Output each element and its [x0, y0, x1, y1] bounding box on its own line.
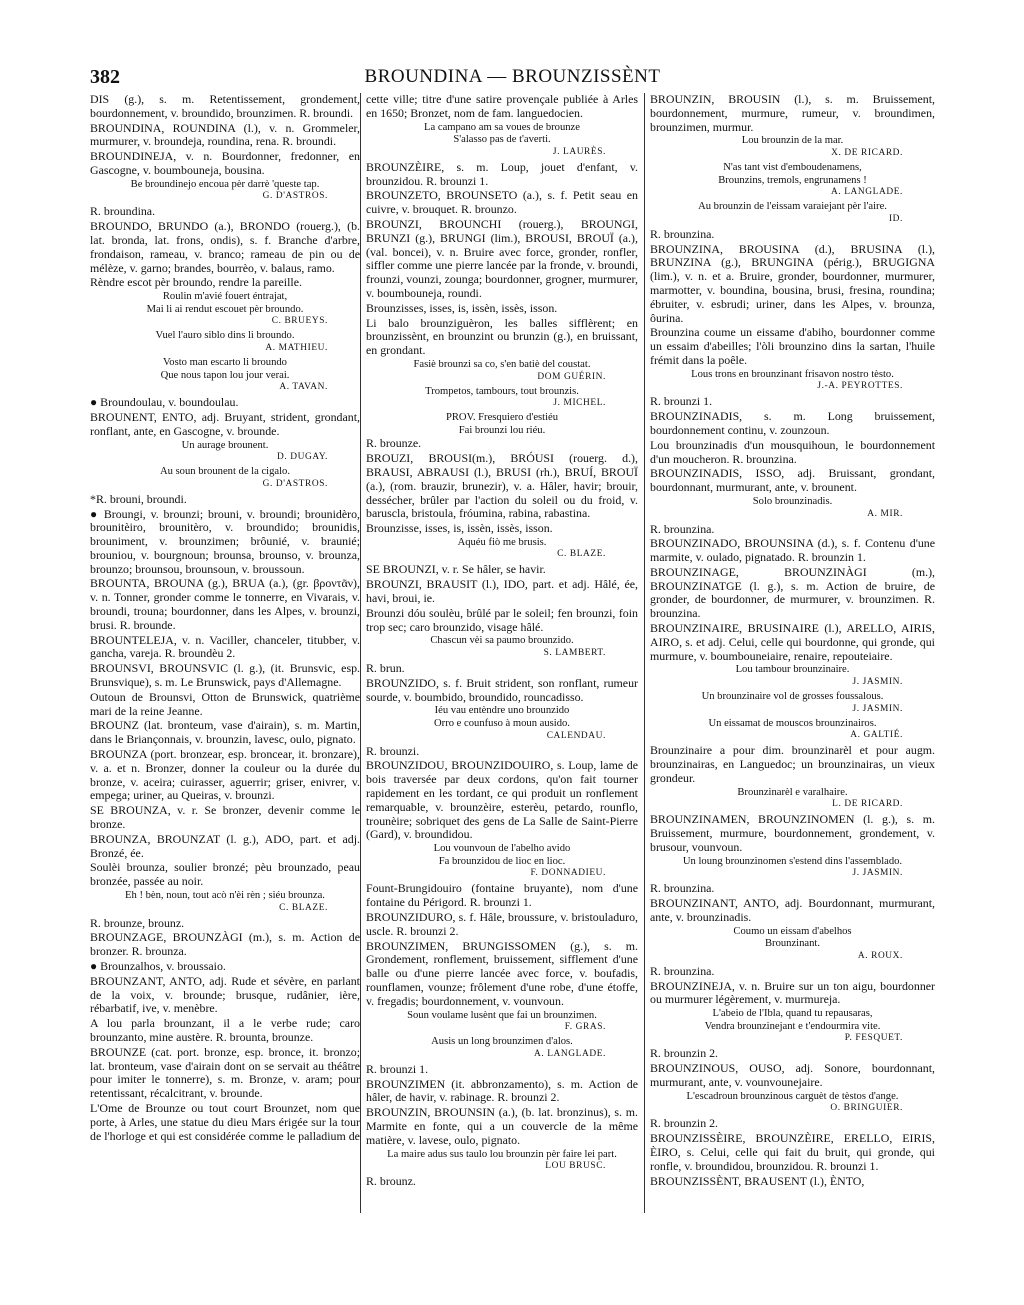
quote-attribution: G. D'ASTROS. [262, 478, 328, 489]
quote-attribution: C. BLAZE. [279, 902, 328, 913]
quote-attribution: P. FESQUET. [844, 1033, 903, 1044]
quotation-line: Fai brounzi lou riéu. [458, 424, 546, 436]
dictionary-entry: BROUNZINADIS, s. m. Long bruissement, bourdonnement continu, v. zounzoun. [650, 409, 935, 437]
dictionary-entry: BROUNZINAMEN, BROUNZINOMEN (l. g.), s. m. Bruissement, murmure, bourdonnement, grondement, v. brusour, vounvoun. [650, 812, 935, 854]
quote-attribution: C. BRUEYS. [271, 316, 328, 327]
quotation-line: Lou tambour brounzinaire. [735, 664, 850, 676]
quotation-line: Iéu vau entèndre uno brounzido [434, 705, 570, 717]
dictionary-entry: A lou parla brounzant, il a le verbe rude; caro brounzanto, mine austère. R. brounta, brounze. [90, 1016, 360, 1044]
dictionary-entry: BROUNZI, BROUNCHI (rouerg.), BROUNGI, BRUNZI (g.), BRUNGI (lim.), BROUSI, BROUÏ (a.), (val. boncei), v. n. Bruire avec force, gronder, ronfler, siffler comme une pierre lancée par la fronde, v. broundi, frounzi, vounzi, zounga; bourdonner, grogner, murmurer, v. boumbouneja, roundi. [366, 216, 638, 300]
dictionary-entry: Soulèi brounza, soulier bronzé; pèu brounzado, peau bronzée, passée au noir. [90, 860, 360, 889]
dictionary-entry: BROUNZIMEN (it. abbronzamento), s. m. Action de hâler, de havir, v. rabinage. R. brounzi 2. [366, 1076, 638, 1105]
quotation-line: Un aurage brounent. [181, 439, 269, 451]
column-divider [644, 93, 645, 1213]
quotation-line: Eh ! bèn, noun, tout acò n'èi rèn ; siéu brounza. [125, 890, 325, 902]
quotation-line: Brounzinant. [764, 938, 821, 950]
quotation-line: L'escadroun brounzinous carguèt de tèstos d'ange. [686, 1090, 899, 1102]
quotation-line: La maire adus sus taulo lou brounzin pèr faire lei part. [387, 1148, 617, 1160]
quotation-line: Chascun vèi sa paumo brounzido. [430, 635, 574, 647]
page-header [90, 66, 935, 96]
dictionary-entry: BROUNZINAGE, BROUNZINÀGI (m.), BROUNZINATGE (l. g.), s. m. Action de bruire, de gronder, de bourdonner, de murmurer, v. brounzimen. R. brounzina. [650, 564, 935, 621]
dictionary-entry: Brounzisses, isses, is, issèn, issès, isson. [366, 300, 558, 315]
quotation-line: Fasiè brounzi sa co, s'en batiè del coustat. [413, 358, 591, 370]
quotation-line: Vuel l'auro siblo dins li broundo. [155, 330, 295, 342]
quotation-line: Ausis un long brounzimen d'alos. [431, 1036, 573, 1048]
dictionary-entry: BROUNZ (lat. bronteum, vase d'airain), s. m. Martin, dans le Briançonnais, v. brounzin, lavesc, oulo, pignato. [90, 718, 360, 747]
dictionary-entry: Lou brounzinadis d'un mousquihoun, le bourdonnement d'un moucheron. R. brounzina. [650, 437, 935, 466]
dictionary-entry: BROUNZE (cat. port. bronze, esp. bronce, it. bronzo; lat. bronteum, vase d'airain dont on se servait au théâtre pour imiter le tonnerre), s. m. Bronze, v. aram; pour retentissant, récalcitrant, v. brounde. [90, 1044, 360, 1101]
dictionary-entry: BROUNZIDURO, s. f. Hâle, broussure, v. bristouladuro, uscle. R. brounzi 2. [366, 910, 638, 938]
quote-attribution: J. JASMIN. [852, 703, 903, 714]
dictionary-entry: R. brounze, brounz. [90, 915, 185, 930]
quote-attribution: L. DE RICARD. [832, 799, 903, 810]
running-title: BROUNDINA — BROUNZISSÈNT [364, 66, 661, 87]
dictionary-entry: BROUNZIN, BROUSIN (l.), s. m. Bruissement, bourdonnement, murmure, rumeur, v. broundimen, brounzimen, murmur. [650, 93, 935, 134]
quotation-line: Coumo un eissam d'abelhos [733, 925, 852, 937]
dictionary-entry: BROUNZÈIRE, s. m. Loup, jouet d'enfant, v. brounzidou. R. brounzi 1. [366, 159, 638, 188]
quotation-line: Vendra brounzinejant e t'endourmira vite. [704, 1020, 881, 1032]
dictionary-entry: BROUNZIDOU, BROUNZIDOUIRO, s. Loup, lame de bois traversée par deux cordons, qu'on fait tourner rapidement en les tordant, ce qui produit un ronflement remarquable, v. brounzèire, esterèu, petardo, rounflo, trounèire; sobriquet des gens de La Salle de Saint-Pierre (Gard), v. broundidou. [366, 758, 638, 842]
dictionary-entry: R. brounze. [366, 436, 422, 451]
dictionary-entry: ● Broundoulau, v. boundoulau. [90, 395, 239, 410]
quotation-line: Brounzinarèl e varalhaire. [737, 786, 848, 798]
quotation-line: Un brounzinaire vol de grosses foussalous. [701, 691, 884, 703]
quotation-line: Au brounzin de l'eissam varaiejant pèr l'aire. [698, 201, 887, 213]
dictionary-entry: BROUNENT, ENTO, adj. Bruyant, strident, grondant, ronflant, ante, en Gascogne, v. brounde. [90, 409, 360, 438]
dictionary-entry: R. brounzina. [650, 226, 715, 241]
page-number: 382 [90, 66, 120, 88]
dictionary-entry: SE BROUNZA, v. r. Se bronzer, devenir comme le bronze. [90, 803, 360, 832]
dictionary-entry: Li balo brounziguèron, les balles sifflèrent; en brounzissènt, en brounzint ou brunzin (g.), en bruissant, en grondant. [366, 315, 638, 358]
dictionary-entry: BROUNZISSÈIRE, BROUNZÈIRE, ERELLO, EIRIS, ÈIRO, s. Celui, celle qui fait du bruit, qui gronde, qui ronfle, v. broundidou, brounzidou. R. brounzi 1. [650, 1131, 935, 1173]
dictionary-entry: Brounzinaire a pour dim. brounzinarèl et pour augm. brounzinairas, en Languedoc; un brounzinairas, un vieux grondeur. [650, 743, 935, 785]
dictionary-entry: BROUNTA, BROUNA (g.), BRUA (a.), (gr. βροντᾶν), v. n. Tonner, gronder comme le tonnerre, en Vivarais, v. broundi, trouna; bourdonner, dans les Alpes, v. brounzi, brusi. R. brounde. [90, 576, 360, 632]
dictionary-entry: R. brounzi 1. [650, 394, 713, 409]
dictionary-entry: BROUNZAGE, BROUNZÀGI (m.), s. m. Action de bronzer. R. brounza. [90, 930, 360, 959]
quotation-line: Soun voulame lusènt que fai un brounzimen. [407, 1009, 597, 1021]
dictionary-entry: BROUNZINADO, BROUNSINA (d.), s. f. Contenu d'une marmite, v. oulado, pignatado. R. brounzin 1. [650, 536, 935, 565]
quotation-line: Lous trons en brounzinant frisavon nostro tèsto. [691, 368, 894, 380]
quotation-line: PROV. Fresquiero d'estiéu [445, 412, 559, 424]
quote-attribution: LOU BRUSC. [545, 1161, 606, 1172]
dictionary-entry: Brounzisse, isses, is, issèn, issès, isson. [366, 521, 553, 536]
quotation-line: Au soun brounent de la cigalo. [159, 466, 291, 478]
dictionary-entry: R. brounzi 1. [366, 1061, 429, 1076]
dictionary-entry: BROUNZINEJA, v. n. Bruire sur un ton aigu, bourdonner ou murmurer légèrement, v. murmureja. [650, 978, 935, 1007]
quotation-line: Un loung brounzinomen s'estend dins l'assemblado. [682, 855, 903, 867]
dictionary-entry: BROUNZIMEN, BRUNGISSOMEN (g.), s. m. Grondement, ronflement, bruissement, sifflement d'une balle ou d'une pierre lancée avec force, v. boufadis, rounflamen, vounze; frôlement d'une robe, d'une étoffe, v. fregadis; bourdonnement, v. vounvoun. [366, 938, 638, 1008]
dictionary-entry: BROUNZINOUS, OUSO, adj. Sonore, bourdonnant, murmurant, ante, v. vounvounejaire. [650, 1061, 935, 1089]
dictionary-entry: R. brounzi. [366, 743, 420, 758]
column-divider [360, 93, 361, 1213]
dictionary-entry: cette ville; titre d'une satire provençale publiée à Arles en 1650; Bronzet, nom de fam. languedocien. [366, 93, 638, 120]
dictionary-entry: Fount-Brungidouiro (fontaine bruyante), nom d'une fontaine du Périgord. R. brounzi 1. [366, 881, 638, 910]
dictionary-entry: BROUNZA (port. bronzear, esp. broncear, it. bronzare), v. a. et n. Bronzer, donner la couleur ou la durée du bronze, v. aceira; cuirasser, aguerrir; griser, enivrer, v. empega; uriner, au Queiras, v. brounzi. [90, 747, 360, 803]
quote-attribution: A. TAVAN. [279, 382, 328, 393]
quotation-line: Solo brounzinadis. [752, 495, 833, 507]
quotation-line: Un eissamat de mouscos brounzinairos. [708, 717, 877, 729]
quotation-line: Lou brounzin de la mar. [741, 135, 844, 147]
dictionary-entry: BROUNDINEJA, v. n. Bourdonner, fredonner, en Gascogne, v. boumbouneja, bousina. [90, 149, 360, 177]
quote-attribution: A. ROUX. [857, 950, 903, 961]
column-middle [366, 93, 638, 1243]
quote-attribution: A. MIR. [867, 508, 903, 519]
dictionary-entry: BROUZI, BROUSI(m.), BRÓUSI (rouerg. d.), BRAUSI, ABRAUSI (l.), BRUSI (rh.), BRUÍ, BROUÏ (a.), (rom. brauzir, brunezir), v. a. Hâler, havir; brouir, dessécher, brûler par l'action du soleil ou du froid, v. baruscla, bristoula, fróumina, rabina, rabastina. [366, 451, 638, 521]
quotation-line: La campano am sa voues de brounze [424, 121, 580, 133]
dictionary-entry: BROUNZINAIRE, BRUSINAIRE (l.), ARELLO, AIRIS, AIRO, s. et adj. Celui, celle qui bourdonne, qui gronde, qui murmure, v. boumbouneiaire, renaire, repouteiaire. [650, 621, 935, 663]
quote-attribution: C. BLAZE. [557, 549, 606, 560]
dictionary-entry: R. broundina. [90, 204, 156, 219]
dictionary-entry: R. brounz. [366, 1174, 416, 1189]
dictionary-entry: BROUNTELEJA, v. n. Vaciller, chanceler, titubber, v. gancha, vareja. R. broundèu 2. [90, 632, 360, 661]
dictionary-entry: R. brounzin 2. [650, 1046, 719, 1061]
dictionary-entry: ● Brounzalhos, v. broussaio. [90, 959, 226, 973]
quote-attribution: F. GRAS. [564, 1022, 606, 1033]
dictionary-entry: BROUNZISSÈNT, BRAUSENT (l.), ÈNTO, [650, 1173, 865, 1188]
dictionary-entry: ● Broungi, v. brounzi; brouni, v. broundi; brounidèro, brounitèiro, brounitèro, v. broundido; brounidis, brouniment, v. brounzimen; brôunié, v. braunié; brouniou, v. bourgnoun; brounsa, brounso, v. brounza, brounzo; brounsou, brounsoun, v. broussoun. [90, 506, 360, 576]
dictionary-entry: Brounzina coume un eissame d'abiho, bourdonner comme un essaim d'abeilles; l'òli brounzino dins la sartan, l'huile frémit dans la poêle. [650, 325, 935, 367]
dictionary-entry: BROUNDO, BRUNDO (a.), BRONDO (rouerg.), (b. lat. bronda, lat. frons, ondis), s. f. Branche d'arbre, frondaison, rameau, v. branco; rameau de pin ou de mélèze, v. garno; brandes, bourrèo, v. balaus, ramo. [90, 219, 360, 275]
quotation-line: Aquéu fiò me brusis. [457, 536, 547, 548]
quote-attribution: O. BRINGUIER. [830, 1103, 903, 1114]
quote-attribution: A. LANGLADE. [533, 1048, 606, 1059]
quotation-line: Mai li ai rendut escouet pèr broundo. [146, 303, 304, 315]
dictionary-entry: Rèndre escot pèr broundo, rendre la pareille. [90, 275, 302, 290]
quote-attribution: J. JASMIN. [852, 677, 903, 688]
quotation-line: Trompetos, tambours, tout brounzis. [425, 385, 579, 397]
dictionary-entry: Brounzi dóu soulèu, brûlé par le soleil; fen brounzi, foin trop sec; caro brounzido, visage hâlé. [366, 605, 638, 634]
quotation-line: Brounzins, tremols, engrunamens ! [718, 174, 867, 186]
dictionary-entry: *R. brouni, broundi. [90, 491, 187, 506]
dictionary-entry: BROUNZI, BRAUSIT (l.), IDO, part. et adj. Hâlé, ée, havi, broui, ie. [366, 577, 638, 606]
quotation-line: Roulin m'avié fouert éntrajat, [162, 291, 288, 303]
quotation-line: N'as tant vist d'emboudenamens, [723, 161, 862, 173]
dictionary-entry: DIS (g.), s. m. Retentissement, grondement, bourdonnement, v. broundido, brounzimen. R. broundi. [90, 93, 360, 120]
quote-attribution: J. JASMIN. [852, 868, 903, 879]
quote-attribution: CALENDAU. [546, 730, 606, 741]
quotation-line: Lou vounvoun de l'abelho avido [433, 843, 571, 855]
quote-attribution: G. D'ASTROS. [262, 191, 328, 202]
dictionary-entry: R. brounzin 2. [650, 1116, 719, 1131]
dictionary-entry: BROUNDINA, ROUNDINA (l.), v. n. Grommeler, murmurer, v. broundeja, roundina, rena. R. broundi. [90, 120, 360, 149]
quote-attribution: A. MATHIEU. [265, 342, 328, 353]
column-left [90, 93, 360, 1243]
dictionary-entry: L'Ome de Brounze ou tout court Brounzet, nom que porte, à Arles, une statue du dieu Mars érigée sur la tour de l'horloge et qui est considérée comme le palladium de [90, 1100, 360, 1143]
dictionary-entry: BROUNZANT, ANTO, adj. Rude et sévère, en parlant de la voix, v. brounde; brusque, rudânier, ière, rébarbatif, ive, v. menèbre. [90, 973, 360, 1016]
quotation-line: Que nous tapon lou jour verai. [160, 369, 290, 381]
dictionary-entry: R. brun. [366, 661, 405, 676]
quote-attribution: D. DUGAY. [277, 452, 328, 463]
dictionary-entry: R. brounzina. [650, 881, 715, 896]
column-right [650, 93, 935, 1243]
quotation-line: Vosto man escarto li broundo [163, 356, 287, 368]
dictionary-entry: BROUNZIN, BROUNSIN (a.), (b. lat. bronzinus), s. m. Marmite en fonte, qui a un couvercle de la même matière, v. lavese, oulo, pignato. [366, 1105, 638, 1147]
dictionary-entry: BROUNSVI, BROUNSVIC (l. g.), (it. Brunsvic, esp. Brunsvique), s. m. Le Brunswick, pays d'Allemagne. [90, 661, 360, 690]
quote-attribution: F. DONNADIEU. [530, 868, 606, 879]
quotation-line: L'abeio de l'Ibla, quand tu repausaras, [712, 1008, 873, 1020]
dictionary-entry: BROUNZINADIS, ISSO, adj. Bruissant, grondant, bourdonnant, murmurant, ante, v. brounent. [650, 466, 935, 495]
quote-attribution: J. LAURÈS. [552, 146, 606, 157]
quotation-line: Fa brounzidou de lioc en lioc. [438, 855, 566, 867]
dictionary-entry: BROUNZINA, BROUSINA (d.), BRUSINA (l.), BRUNZINA (g.), BRUNGINA (périg.), BRUGIGNA (lim.), v. n. et a. Bruire, gronder, bourdonner, murmurer, marmotter, v. boundina, bousina, brusi, fresina, roundina; ébruiter, v. esbrudi; uriner, dans les Alpes, v. brounza, ôurina. [650, 241, 935, 325]
quote-attribution: S. LAMBERT. [543, 648, 606, 659]
quote-attribution: J.-A. PEYROTTES. [817, 381, 903, 392]
dictionary-entry: R. brounzina. [650, 963, 715, 978]
quote-attribution: J. MICHEL. [553, 398, 606, 409]
dictionary-entry: Outoun de Brounsvi, Otton de Brunswick, quatrième mari de la reine Jeanne. [90, 689, 360, 718]
quote-attribution: DOM GUÉRIN. [537, 371, 606, 382]
quotation-line: Be broundinejo encoua pèr darrè 'queste tap. [130, 178, 320, 190]
dictionary-entry: R. brounzina. [650, 521, 715, 536]
quotation-line: S'alasso pas de t'averti. [453, 134, 551, 146]
dictionary-entry: BROUNZIDO, s. f. Bruit strident, son ronflant, rumeur sourde, v. boumbido, broundido, rouncadisso. [366, 675, 638, 704]
quote-attribution: A. LANGLADE. [830, 187, 903, 198]
dictionary-entry: SE BROUNZI, v. r. Se hâler, se havir. [366, 562, 546, 577]
quote-attribution: A. GALTIÉ. [850, 730, 903, 741]
quote-attribution: X. DE RICARD. [831, 147, 903, 158]
quote-attribution: ID. [888, 213, 903, 224]
dictionary-entry: BROUNZETO, BROUNSETO (a.), s. f. Petit seau en cuivre, v. brouquet. R. brounzo. [366, 188, 638, 217]
quotation-line: Orro e counfuso à moun ausido. [434, 718, 570, 730]
dictionary-entry: BROUNZINANT, ANTO, adj. Bourdonnant, murmurant, ante, v. brounzinadis. [650, 896, 935, 924]
dictionary-entry: BROUNZA, BROUNZAT (l. g.), ADO, part. et adj. Bronzé, ée. [90, 831, 360, 860]
